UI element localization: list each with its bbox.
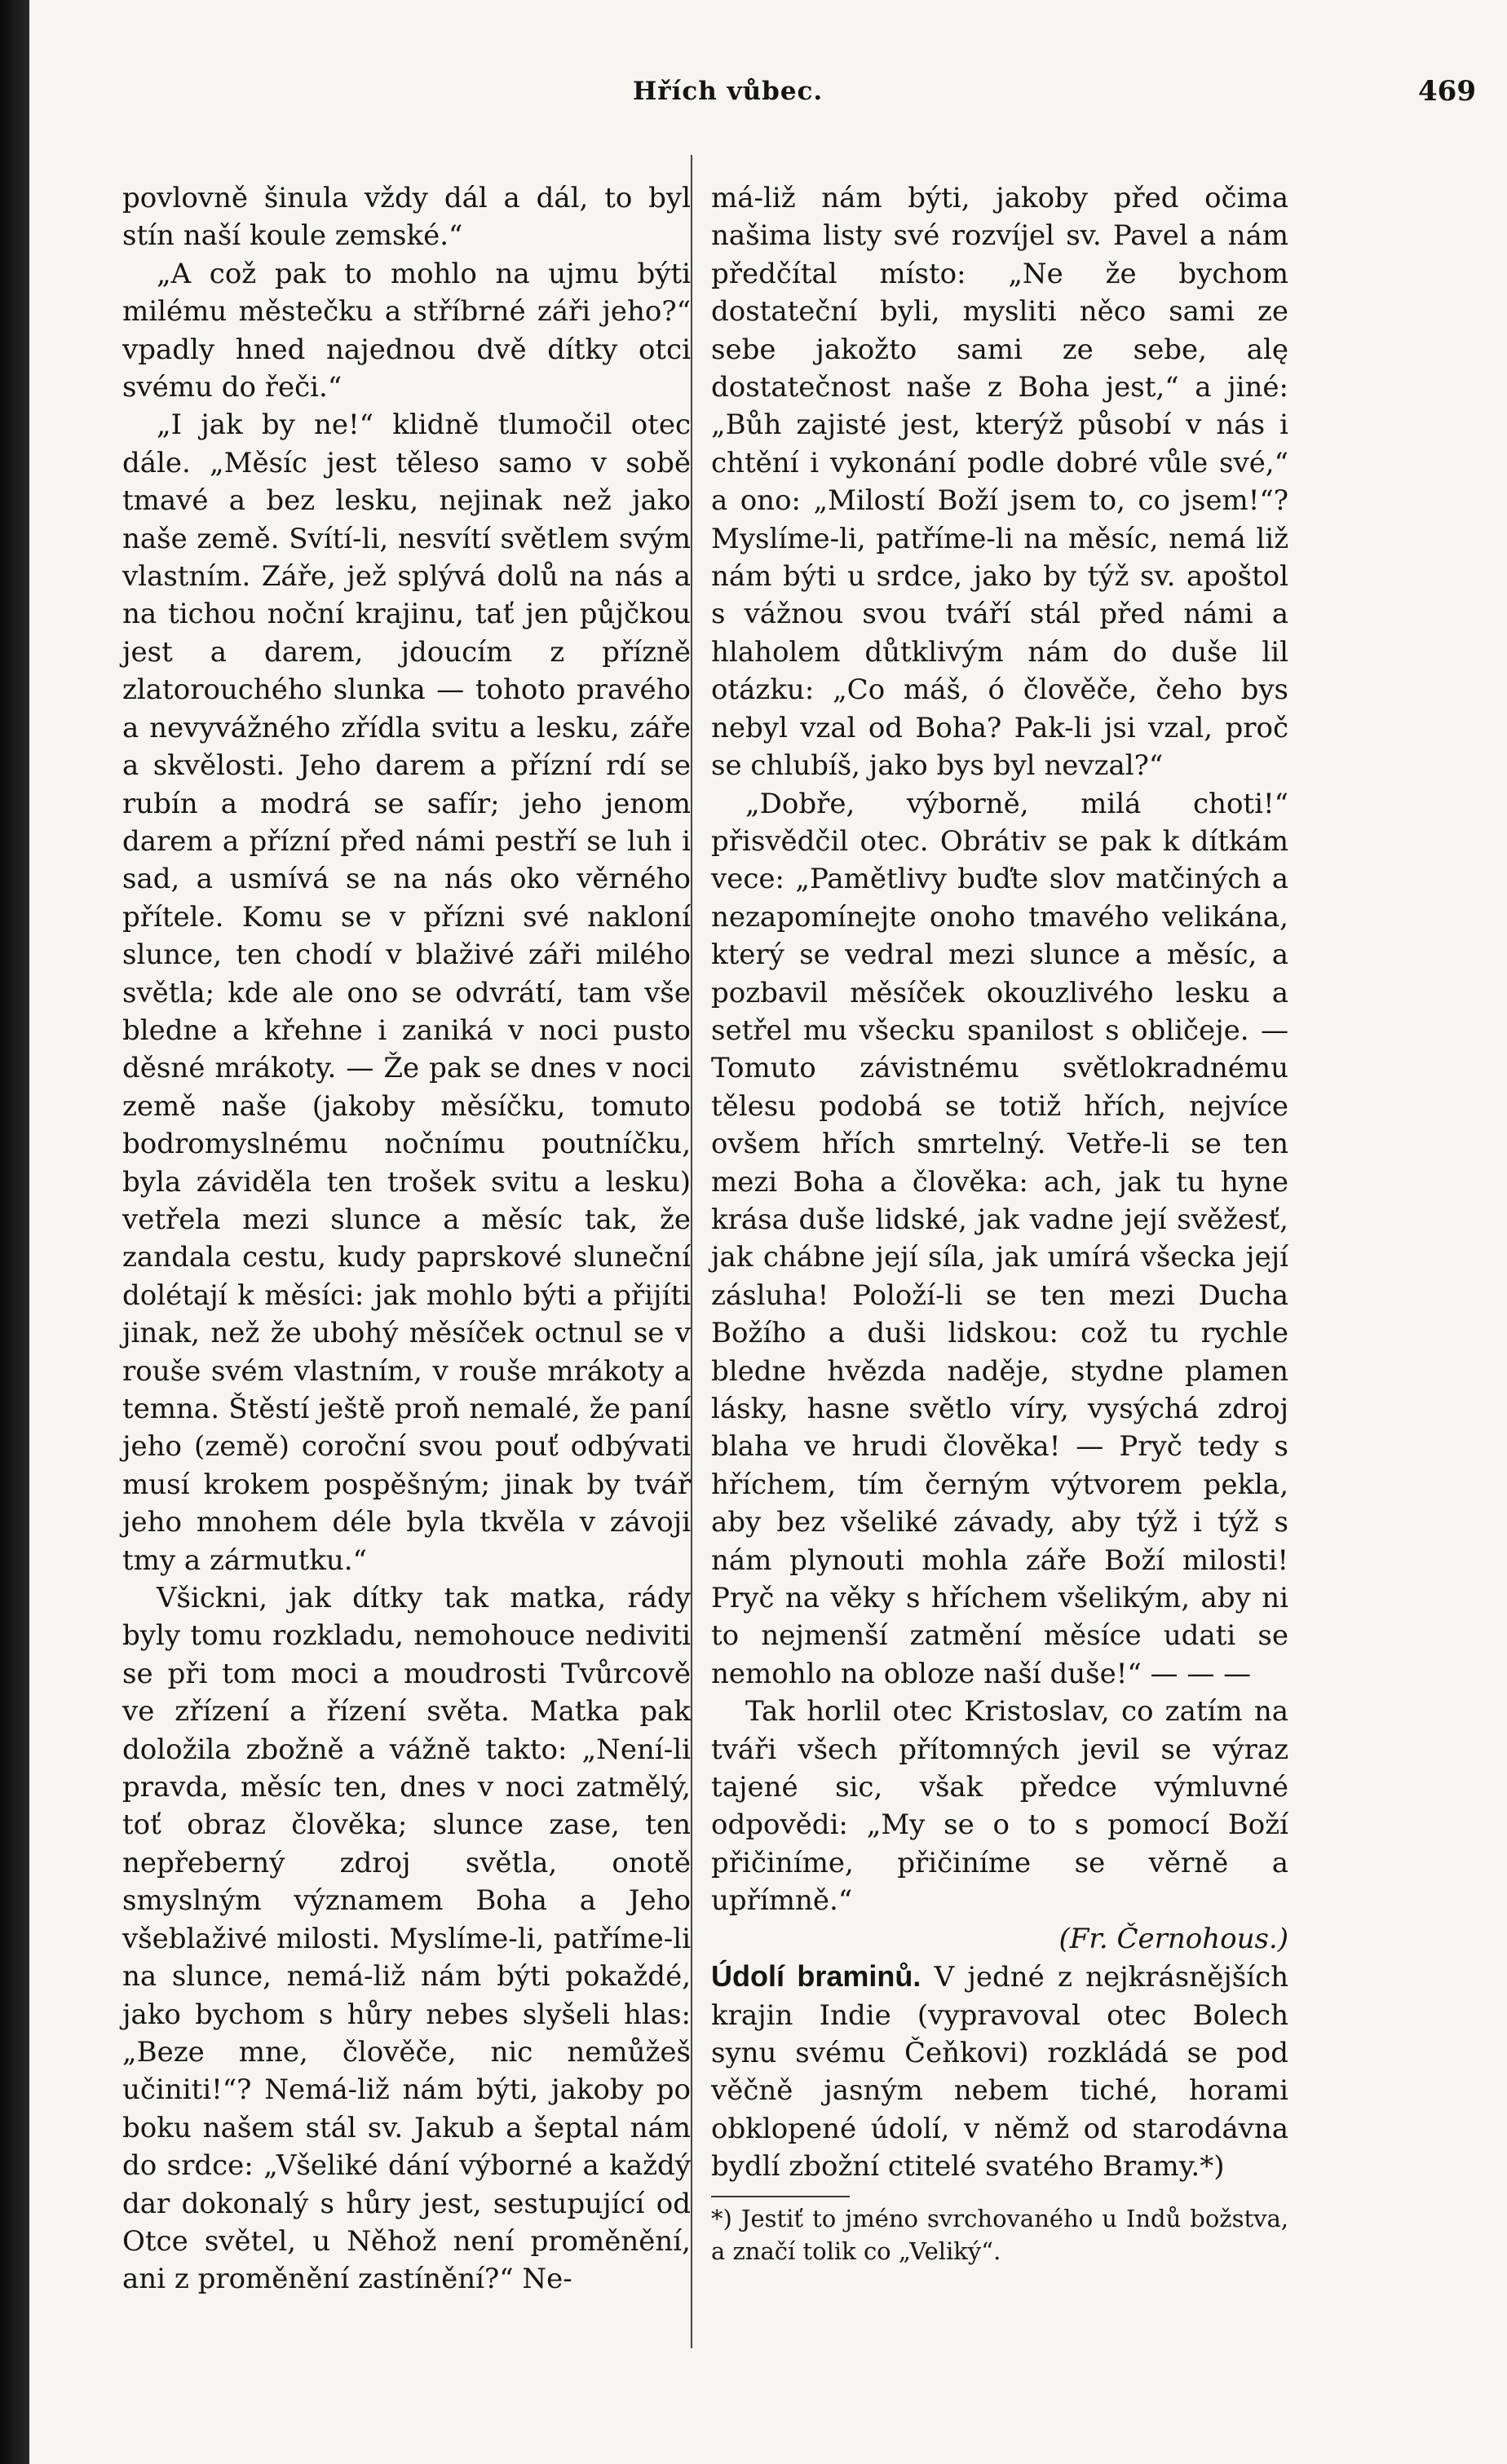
section-paragraph xyxy=(711,1958,1288,2185)
scan-edge-shadow xyxy=(0,0,29,2464)
page-number: 469 xyxy=(1418,75,1476,108)
footnote-rule xyxy=(711,2196,850,2197)
paragraph: má-liž nám býti, jakoby před očima našima listy své rozvíjel sv. Pavel a nám předčítal místo: „Ne že bychom dostateční byli, mysliti něco sami ze sebe jakožto sami ze sebe, alę dostatečnost naše z Boha jest,“ a jiné: „Bůh zajisté jest, kterýž působí v nás i chtění i vykonání podle dobré vůle své,“ a ono: „Milostí Boží jsem to, co jsem!“? Myslíme-li, patříme-li na měsíc, nemá liž nám býti u srdce, jako by týž sv. apoštol s vážnou svou tváří stál před námi a hlaholem důtklivým nám do duše lil otázku: „Co máš, ó člověče, čeho bys nebyl vzal od Boha? Pak-li jsi vzal, proč se chlubíš, jako bys byl nevzal?“ xyxy=(711,182,1288,783)
paragraph: Všickni, jak dítky tak matka, rády byly tomu rozkladu, nemohouce nediviti se při tom moci a moudrosti Tvůrcově ve zřízení a řízení světa. Matka pak doložila zbožně a vážně takto: „Není-li pravda, měsíc ten, dnes v noci zatmělý, toť obraz člověka; slunce zase, ten nepřeberný zdroj světla, onotě smyslným významem Boha a Jeho všeblaživé milosti. Myslíme-li, patříme-li na slunce, nemá-liž nám býti pokaždé, jako bychom s hůry nebes slyšeli hlas: „Beze mne, člověče, nic nemůžeš učiniti!“? Nemá-liž nám býti, jakoby po boku našem stál sv. Jakub a šeptal nám do srdce: „Všeliké dání výborné a každý dar dokonalý s hůry jest, sestupující od Otce světel, u Něhož není proměnění, ani z proměnění zastínění?“ Ne- xyxy=(122,1582,691,2296)
author-signature: (Fr. Černohous.) xyxy=(1058,1922,1288,1955)
footnote: *) Jestiť to jméno svrchovaného u Indů božstva, a značí tolik co „Veliký“. xyxy=(711,2204,1288,2265)
book-page xyxy=(29,0,1507,2464)
paragraph: Tak horlil otec Kristoslav, co zatím na tváři všech přítomných jevil se výraz tajené sic, však předce výmluvné odpovědi: „My se o to s pomocí Boží přičiníme, přičiníme se věrně a upřímně.“ xyxy=(711,1695,1288,1918)
section-text: V jedné z nejkrásnějších krajin Indie (vypravoval otec Bolech synu svému Čeňkovi) rozkládá se pod věčně jasným nebem tiché, horami obklopené údolí, v němž od starodávna bydlí zbožní ctitelé svatého Bramy.*) xyxy=(711,1961,1289,2184)
right-column xyxy=(711,179,1288,2267)
column-divider xyxy=(691,155,692,2348)
running-header-title: Hřích vůbec. xyxy=(633,77,824,106)
section-heading: Údolí braminů. xyxy=(711,1959,921,1994)
paragraph: „Dobře, výborně, milá choti!“ přisvědčil otec. Obrátiv se pak k dítkám vece: „Pamětlivy buďte slov matčiných a nezapomínejte onoho tmavého velikána, který se vedral mezi slunce a měsíc, a pozbavil měsíček okouzlivého lesku a setřel mu všecku spanilost s obličeje. — Tomuto závistnému světlokradnému tělesu podobá se totiž hřích, nejvíce ovšem hřích smrtelný. Vetře-li se ten mezi Boha a člověka: ach, jak tu hyne krása duše lidské, jak vadne její svěžesť, jak chábne její síla, jak umírá všecka její zásluha! Položí-li se ten mezi Ducha Božího a duši lidskou: což tu rychle bledne hvězda naděje, stydne plamen lásky, hasne světlo víry, vysýchá zdroj blaha ve hrudi člověka! — Pryč tedy s hříchem, tím černým výtvorem pekla, aby bez všeliké závady, aby týž i týž s nám plynouti mohla záře Boží milosti! Pryč na věky s hříchem všelikým, aby ni to nejmenší zatmění měsíce udati se nemohlo na obloze naší duše!“ — — — xyxy=(711,787,1288,1690)
paragraph: „A což pak to mohlo na ujmu býti milému městečku a stříbrné záři jeho?“ vpadly hned najednou dvě dítky otci svému do řeči.“ xyxy=(122,257,691,404)
left-column xyxy=(122,179,691,2298)
paragraph: „I jak by ne!“ klidně tlumočil otec dále. „Měsíc jest těleso samo v sobě tmavé a bez lesku, nejinak než jako naše země. Svítí-li, nesvítí světlem svým vlastním. Záře, jež splývá dolů na nás a na tichou noční krajinu, tať jen půjčkou jest a darem, jdoucím z přízně zlatorouchého slunka — tohoto pravého a nevyvážného zřídla svitu a lesku, záře a skvělosti. Jeho darem a přízní rdí se rubín a modrá se safír; jeho jenom darem a přízní před námi pestří se luh i sad, a usmívá se na nás oko věrného přítele. Komu se v přízni své nakloní slunce, ten chodí v blaživé záři milého světla; kde ale ono se odvrátí, tam vše bledne a křehne i zaniká v noci pusto děsné mrákoty. — Že pak se dnes v noci země naše (jakoby měsíčku, tomuto bodromyslnému nočnímu poutníčku, byla záviděla ten trošek svitu a lesku) vetřela mezi slunce a měsíc tak, že zandala cestu, kudy paprskové sluneční dolétají k měsíci: jak mohlo býti a přijíti jinak, než že ubohý měsíček octnul se v rouše svém vlastním, v rouše mrákoty a temna. Štěstí ještě proň nemalé, že paní jeho (země) coroční svou pouť odbývati musí krokem pospěšným; jinak by tvář jeho mnohem déle byla tkvěla v závoji tmy a zármutku.“ xyxy=(122,408,691,1577)
paragraph: povlovně šinula vždy dál a dál, to byl stín naší koule zemské.“ xyxy=(122,182,691,253)
